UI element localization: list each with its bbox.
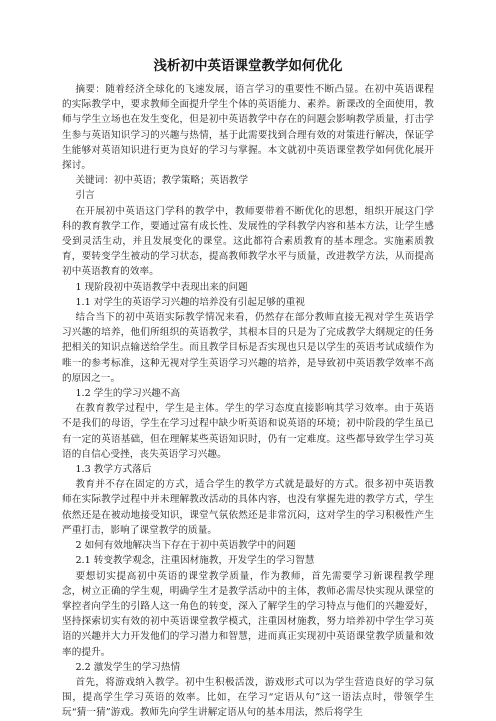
subsection-1-2-paragraph: 在教育教学过程中，学生是主体。学生的学习态度直接影响其学习效率。由于英语不是我们的母语，学生在学习过程中缺少听英语和说英语的环境；初中阶段的学生虽已有一定的英语基础，但在理解某些英语知识时，仍有一定难度。这些都导致学生学习英语的自信心受挫，丧失英语学习兴趣。: [62, 403, 434, 460]
subsection-1-1-paragraph: 结合当下的初中英语实际教学情况来看，仍然存在部分教师直接无视对学生英语学习兴趣的培养，他们所组织的英语教学，其根本目的只是为了完成教学大纲规定的任务把相关的知识点输送给学生。而且教学目标是否实现也只是以学生的英语考试成绩作为唯一的参考标准，这种无视对学生英语学习兴趣的培养，是导致初中英语教学效率不高的原因之一。: [62, 312, 434, 384]
subsection-1-3-heading: 1.3 教学方式落后: [75, 464, 152, 476]
subsection-2-1-paragraph: 要想切实提高初中英语的课堂教学质量，作为教师，首先需要学习新课程教学理念，树立正确的学生观，明确学生才是教学活动中的主体，教师必需尽快实现从课堂的掌控者向学生的引路人这一角色的转变，深入了解学生的学习特点与他们的兴趣爱好，坚持探索切实有效的初中英语课堂教学模式，注重因材施教，努力培养初中学生学习英语的兴趣并大力开发他们的学习潜力和智慧，进而真正实现初中英语课堂教学质量和效率的提升。: [62, 570, 434, 658]
subsection-1-1-heading: 1.1 对学生的英语学习兴趣的培养没有引起足够的重视: [75, 296, 305, 308]
subsection-1-2-heading: 1.2 学生的学习兴趣不高: [75, 388, 181, 400]
abstract-paragraph: 摘要：随着经济全球化的飞速发展，语言学习的重要性不断凸显。在初中英语课程的实际教学中，要求教师全面提升学生个体的英语能力、素养。新课改的全面使用，教师与学生立场也在发生变化，但是初中英语教学中存在的问题会影响教学质量，打击学生参与英语知识学习的兴趣与热情，基于此需要找到合理有效的对策进行解决，保证学生能够对英语知识进行更为良好的学习与掌握。本文就初中英语课堂教学如何优化展开探讨。: [62, 84, 434, 172]
subsection-2-2-paragraph: 首先，将游戏纳入教学。初中生积极活泼，游戏形式可以为学生营造良好的学习氛围，提高学生学习英语的效率。比如，在学习“定语从句”这一语法点时，带领学生玩“猜一猜”游戏。教师先向学生讲解定语从句的基本用法，然后将学生: [62, 676, 434, 719]
intro-heading: 引言: [75, 190, 95, 202]
intro-paragraph: 在开展初中英语这门学科的教学中，教师要带着不断优化的思想，组织开展这门学科的教育教学工作，要通过富有成长性、发展性的学科教学内容和基本方法，让学生感受到灵活生动，并且发展变化的课堂。这此都符合素质教育的基本理念。实施素质教育，要转变学生被动的学习状态，提高教师教学水平与质量，改进教学方法，从而提高初中英语教育的效率。: [62, 205, 434, 278]
subsection-2-2-heading: 2.2 激发学生的学习热情: [75, 661, 181, 673]
subsection-1-3-paragraph: 教育并不存在固定的方式，适合学生的教学方式就是最好的方式。很多初中英语教师在实际教学过程中并未理解教改活动的具体内容，也没有掌握先进的教学方式，学生依然还是在被动地接受知识，课堂气氛依然还是非常沉闷，这对学生的学习积极性产生严重打击，影响了课堂教学的质量。: [62, 479, 434, 536]
document-title: 浅析初中英语课堂教学如何优化: [153, 58, 343, 74]
subsection-2-1-heading: 2.1 转变教学观念，注重因材施教，开发学生的学习智慧: [75, 555, 315, 567]
section-1-heading: 1 现阶段初中英语教学中表现出来的问题: [75, 281, 248, 293]
keywords-line: 关键词：初中英语；教学策略；英语教学: [75, 175, 249, 187]
section-2-heading: 2 如何有效地解决当下存在于初中英语教学中的问题: [75, 540, 296, 552]
